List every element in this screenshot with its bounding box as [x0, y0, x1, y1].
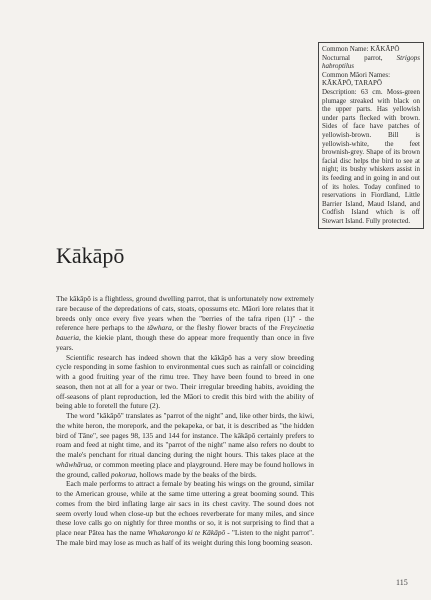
common-name: KĀKĀPŌ	[370, 45, 400, 53]
page-title: Kākāpō	[56, 243, 125, 268]
paragraph-1: The kākāpō is a flightless, ground dwelling parrot, that is unfortunately now extremely rare because of the depredations of cats, stoats, opossums etc. Māori lore relates that it breeds only once every five years when the "berries of the tafra ripen (1)" - the reference here perhaps to the tāwhara, or the fleshy flower bracts of the Freycinetia baueria, the kiekie plant, though these do appear more frequently than once in five years.	[56, 294, 314, 352]
maori-names-line	[322, 71, 420, 80]
paragraph-3: The word "kākāpō" translates as "parrot of the night" and, like other birds, the kiwi, the white heron, the morepork, and the pekapeka, or bat, it is described as "the hidden bird of Tāne", see pages 98, 135 and 144 for instance. The kākāpō certainly prefers to roam and feed at night time, and its "parrot of the night" name also refers no doubt to the male's penchant for ritual dancing during the night hours. This takes place at the whāwhārua, or common meeting place and playground. Here may be found hollows in the ground, called pokorua, hollows made by the beaks of the birds.	[56, 411, 314, 479]
species-description: Description: 63 cm. Moss-green plumage streaked with black on the upper parts. Has yellowish under parts flecked with brown. Sides of face have patches of yellowish-brown. Bill is yellowish-white, the feet brownish-grey. Shape of its brown facial disc helps the bird to see at night; its bushy whiskers assist in its feeding and in going in and out of its holes. Today confined to reservations in Fiordland, Little Barrier Island, Maud Island, and Codfish Island which is off Stewart Island. Fully protected.	[322, 87, 420, 225]
page-number: 115	[396, 578, 408, 587]
bird-type: Nocturnal parrot,	[322, 53, 383, 62]
paragraph-2: Scientific research has indeed shown that the kākāpō has a very slow breeding cycle responding in some fashion to environmental cues such as rainfall or coinciding with a good fruiting year of the rimu tree. They have been found to breed in one season, then not at all for a year or two. Their irregular breeding habits, avoiding the off-seasons of plant reproduction, led the Māori to credit this bird with the ability of being able to foretell the future (2).	[56, 352, 314, 411]
paragraph-4: Each male performs to attract a female by beating his wings on the ground, similar to the American grouse, while at the same time uttering a great booming sound. This comes from the bird inflating large air sacs in its chest cavity. The sound does not seem overly loud when close-up but the echoes reverberate for many miles, and since these love calls go on nightly for three months or so, it is not surprising to find that a place near Pātea has the name Whakarongo ki te Kākāpō - "Listen to the night parrot". The male bird may lose as much as half of its weight during this long booming season.	[56, 479, 314, 547]
common-name-line	[322, 45, 420, 54]
classification-line	[322, 54, 420, 71]
article-body	[56, 294, 314, 548]
maori-names-label: Common Māori Names:	[322, 70, 391, 79]
maori-names: KĀKĀPŌ, TARAPŌ	[322, 79, 382, 88]
scientific-name: Strigops habroptilus	[322, 53, 420, 71]
species-info-box	[318, 42, 424, 229]
common-name-label: Common Name:	[322, 45, 369, 53]
